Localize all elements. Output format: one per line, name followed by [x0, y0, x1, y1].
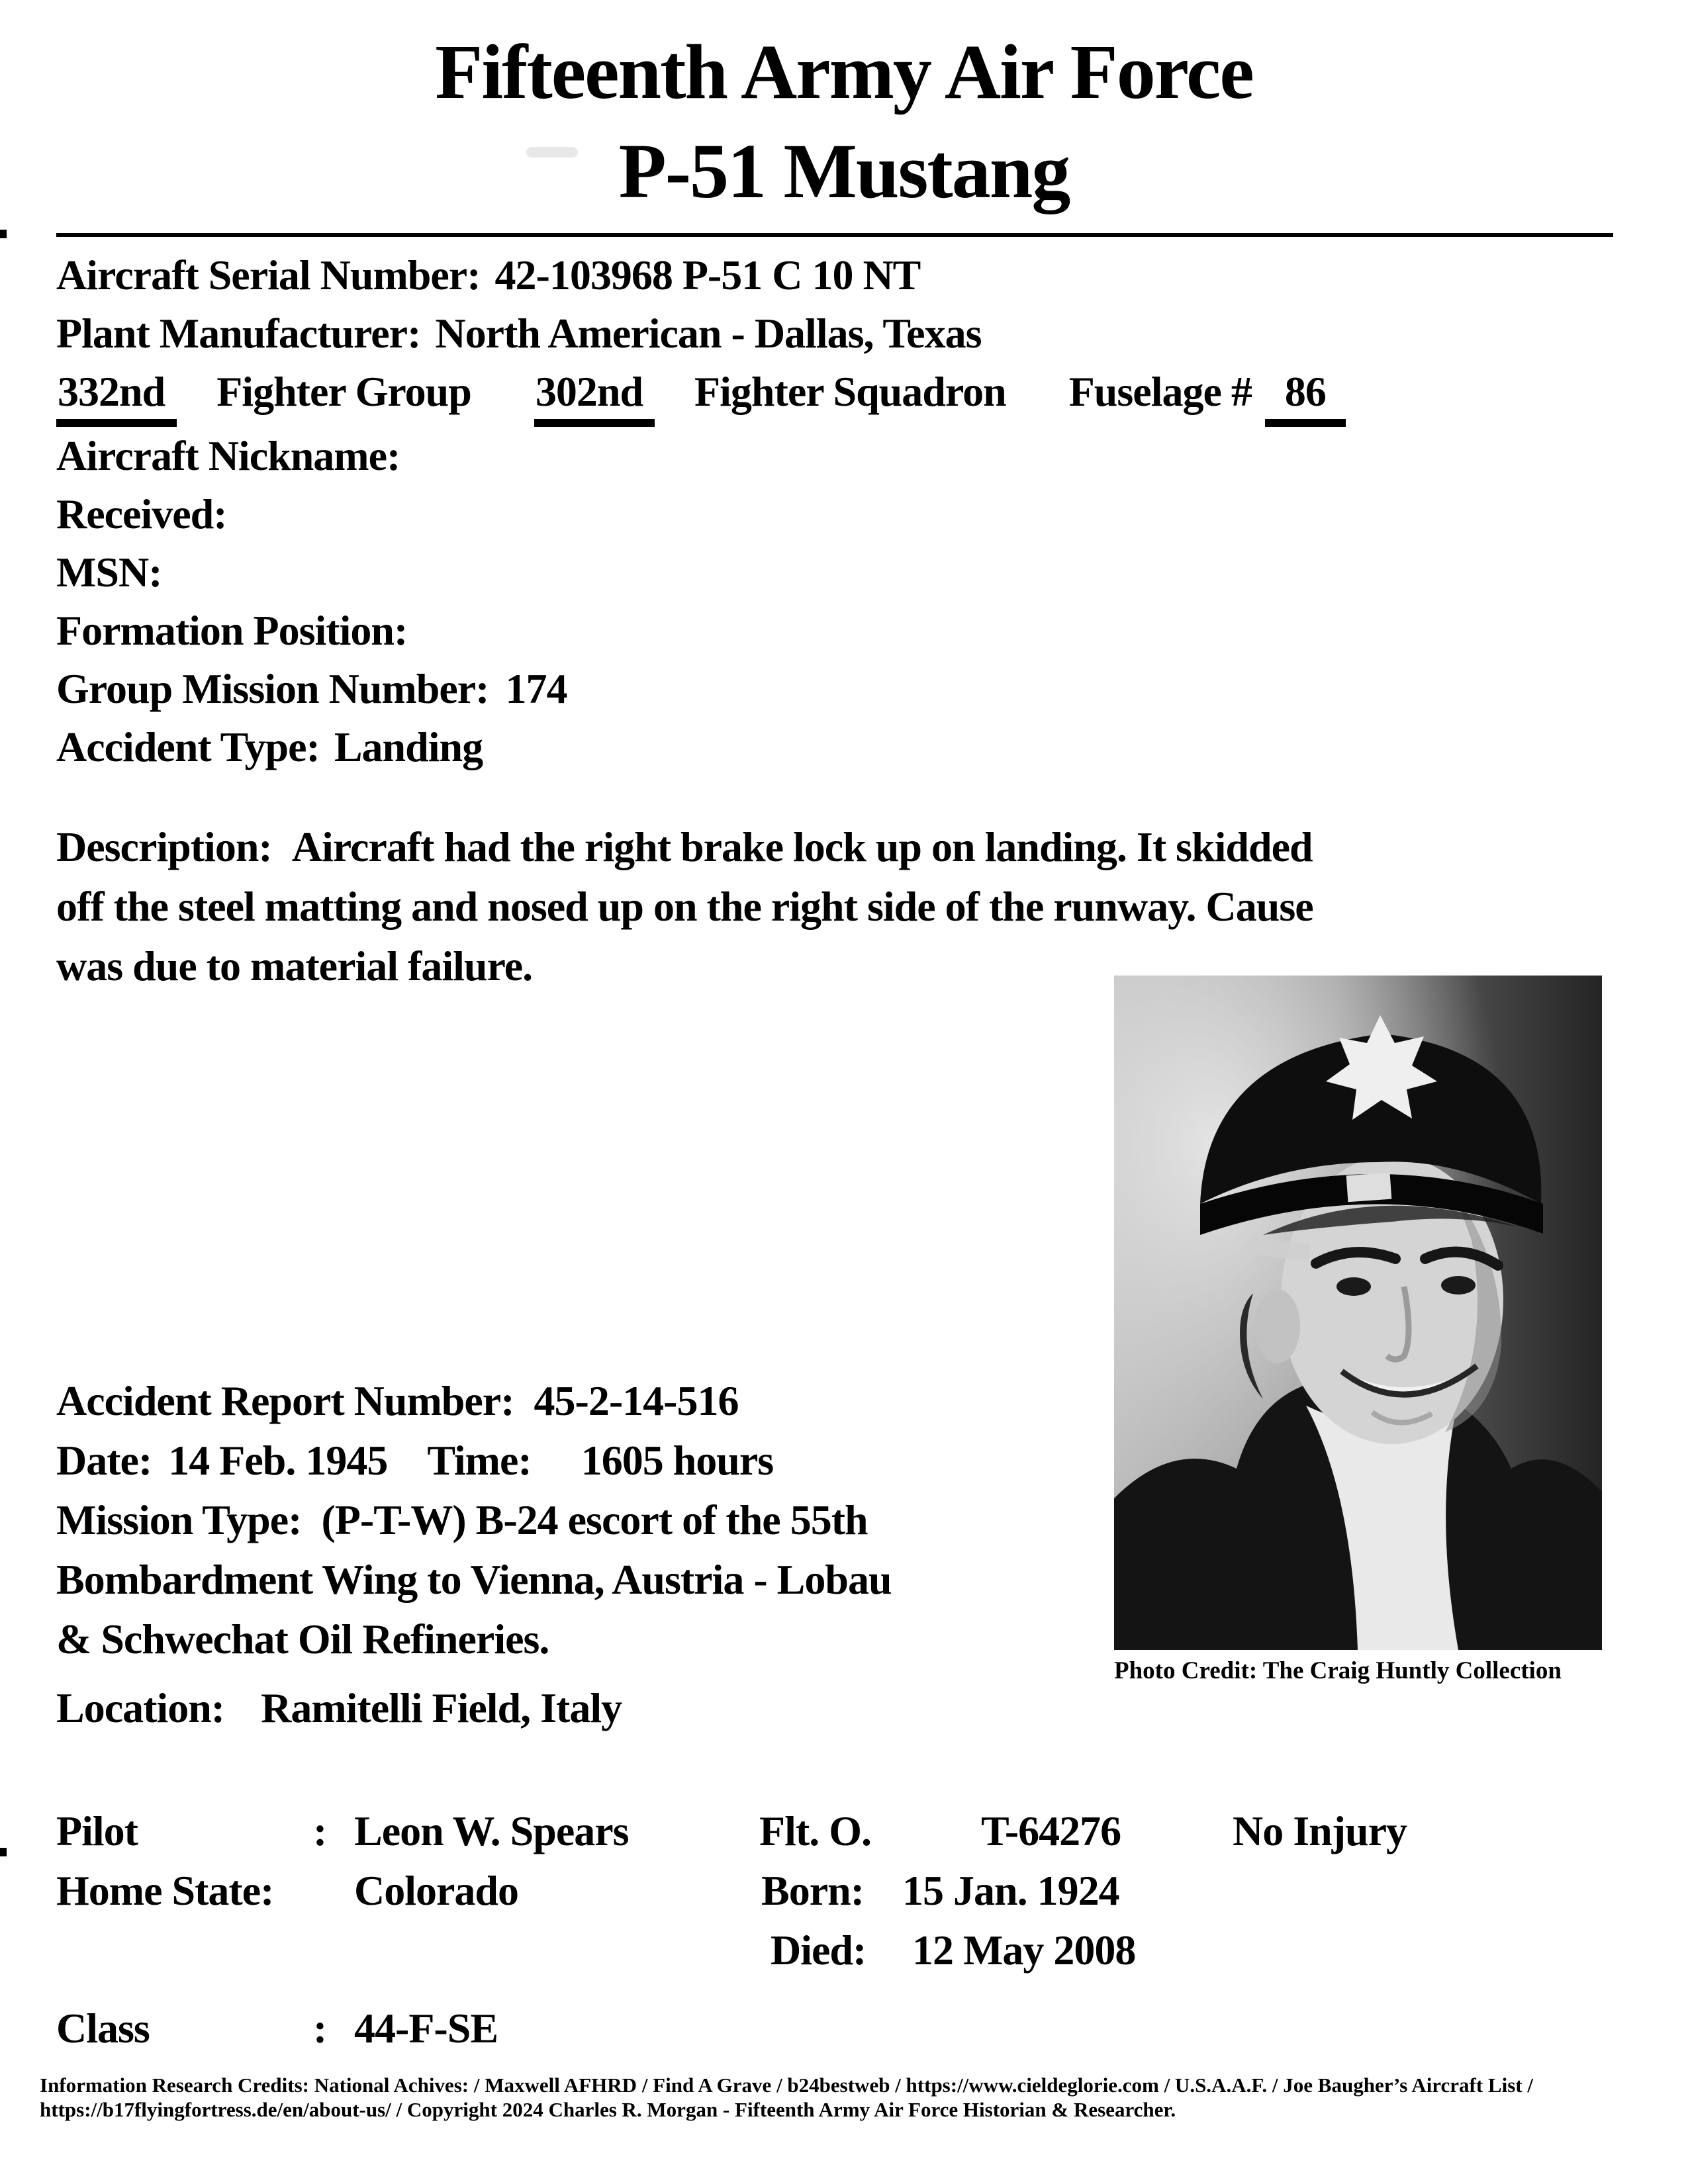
pilot-injury-status: No Injury — [1233, 1807, 1407, 1854]
mission-type-line-2 — [56, 1550, 892, 1610]
description-text-3: was due to material failure. — [56, 942, 533, 989]
mission-type-label: Mission Type: — [56, 1496, 302, 1543]
aircraft-info-section — [56, 246, 1346, 776]
pilot-section — [56, 1801, 1407, 2058]
formation-position-line — [56, 602, 1346, 660]
class-value: 44-F-SE — [354, 2005, 498, 2052]
description-line-1 — [56, 817, 1313, 877]
description-section — [56, 817, 1313, 996]
msn-line — [56, 543, 1346, 602]
mission-type-line-3 — [56, 1610, 892, 1669]
location-line — [56, 1678, 892, 1738]
group-mission-number-line — [56, 660, 1346, 718]
left-margin-mark-top — [0, 230, 7, 238]
credits-line-2: https://b17flyingfortress.de/en/about-us/ / Copyright 2024 Charles R. Morgan - Fifteenth Army Air Force Historian & Researcher. — [40, 2098, 1176, 2121]
manufacturer-label: Plant Manufacturer: — [56, 310, 421, 357]
left-margin-mark-bottom — [0, 1848, 7, 1856]
title-line-2: P-51 Mustang — [618, 128, 1070, 214]
time-label: Time: — [427, 1437, 532, 1484]
fighter-squadron-number: 302nd — [534, 370, 655, 427]
received-line — [56, 485, 1346, 543]
msn-label: MSN: — [56, 549, 162, 596]
serial-number-value: 42-103968 P-51 C 10 NT — [494, 251, 921, 298]
born-label: Born: — [761, 1867, 864, 1914]
fighter-squadron-label: Fighter Squadron — [694, 368, 1006, 415]
photo-credit: Photo Credit: The Craig Huntly Collection — [1114, 1657, 1562, 1684]
accident-report-section — [56, 1371, 892, 1738]
died-line — [56, 1921, 1407, 1980]
class-colon: : — [313, 2005, 327, 2052]
pilot-colon: : — [313, 1807, 327, 1854]
group-squadron-line — [56, 363, 1346, 427]
home-state-value: Colorado — [354, 1867, 518, 1914]
description-label: Description: — [56, 823, 272, 870]
died-label: Died: — [771, 1927, 867, 1974]
manufacturer-value: North American - Dallas, Texas — [435, 310, 982, 357]
mission-type-value-2: Bombardment Wing to Vienna, Austria - Lobau — [56, 1556, 892, 1603]
report-number-value: 45-2-14-516 — [534, 1377, 739, 1424]
accident-type-value: Landing — [334, 723, 483, 770]
class-label: Class — [56, 2005, 150, 2052]
mission-type-value-3: & Schwechat Oil Refineries. — [56, 1615, 549, 1662]
pilot-label: Pilot — [56, 1807, 138, 1854]
pilot-portrait-illustration — [1114, 976, 1602, 1650]
pilot-photo — [1114, 976, 1602, 1650]
report-number-label: Accident Report Number: — [56, 1377, 514, 1424]
fuselage-number: 86 — [1265, 370, 1346, 427]
description-line-2 — [56, 877, 1313, 936]
group-mission-number-label: Group Mission Number: — [56, 665, 489, 712]
mission-type-line-1 — [56, 1490, 892, 1550]
date-label: Date: — [56, 1437, 152, 1484]
mission-type-value-1: (P-T-W) B-24 escort of the 55th — [321, 1496, 868, 1543]
nickname-label: Aircraft Nickname: — [56, 432, 400, 479]
formation-position-label: Formation Position: — [56, 607, 408, 654]
pilot-rank: Flt. O. — [759, 1807, 871, 1854]
report-number-line — [56, 1371, 892, 1431]
time-value: 1605 hours — [581, 1437, 774, 1484]
home-state-line — [56, 1861, 1407, 1921]
nickname-line — [56, 427, 1346, 485]
home-state-label: Home State: — [56, 1867, 274, 1914]
born-value: 15 Jan. 1924 — [902, 1867, 1119, 1914]
description-text-2: off the steel matting and nosed up on the right side of the runway. Cause — [56, 883, 1313, 930]
group-mission-number-value: 174 — [505, 665, 567, 712]
pilot-name: Leon W. Spears — [354, 1807, 629, 1854]
serial-number-label: Aircraft Serial Number: — [56, 251, 481, 298]
title-divider-rule — [56, 233, 1613, 237]
fuselage-label: Fuselage # — [1068, 368, 1252, 415]
class-line — [56, 1999, 1407, 2058]
pilot-line — [56, 1801, 1407, 1861]
date-value: 14 Feb. 1945 — [168, 1437, 388, 1484]
fighter-group-number: 332nd — [56, 370, 177, 427]
credits-line-1: Information Research Credits: National Achives: / Maxwell AFHRD / Find A Grave / b24bestweb / https://www.cieldeglorie.com / U.S.A.A.F. / Joe Baugher’s Aircraft List / — [40, 2073, 1533, 2097]
date-time-line — [56, 1431, 892, 1490]
location-value: Ramitelli Field, Italy — [261, 1684, 622, 1731]
location-label: Location: — [56, 1684, 225, 1731]
scan-smudge-artifact — [526, 147, 578, 158]
fighter-group-label: Fighter Group — [216, 368, 471, 415]
pilot-photo-block — [1114, 976, 1602, 1686]
title-line-1: Fifteenth Army Air Force — [435, 28, 1253, 115]
description-text-1: Aircraft had the right brake lock up on landing. It skidded — [291, 823, 1313, 870]
pilot-service-number: T-64276 — [981, 1807, 1121, 1854]
accident-type-label: Accident Type: — [56, 723, 320, 770]
credits-footer — [40, 2073, 1662, 2122]
died-value: 12 May 2008 — [912, 1927, 1136, 1974]
serial-number-line — [56, 246, 1346, 304]
accident-type-line — [56, 718, 1346, 776]
document-title — [0, 23, 1688, 221]
manufacturer-line — [56, 304, 1346, 363]
received-label: Received: — [56, 490, 227, 537]
